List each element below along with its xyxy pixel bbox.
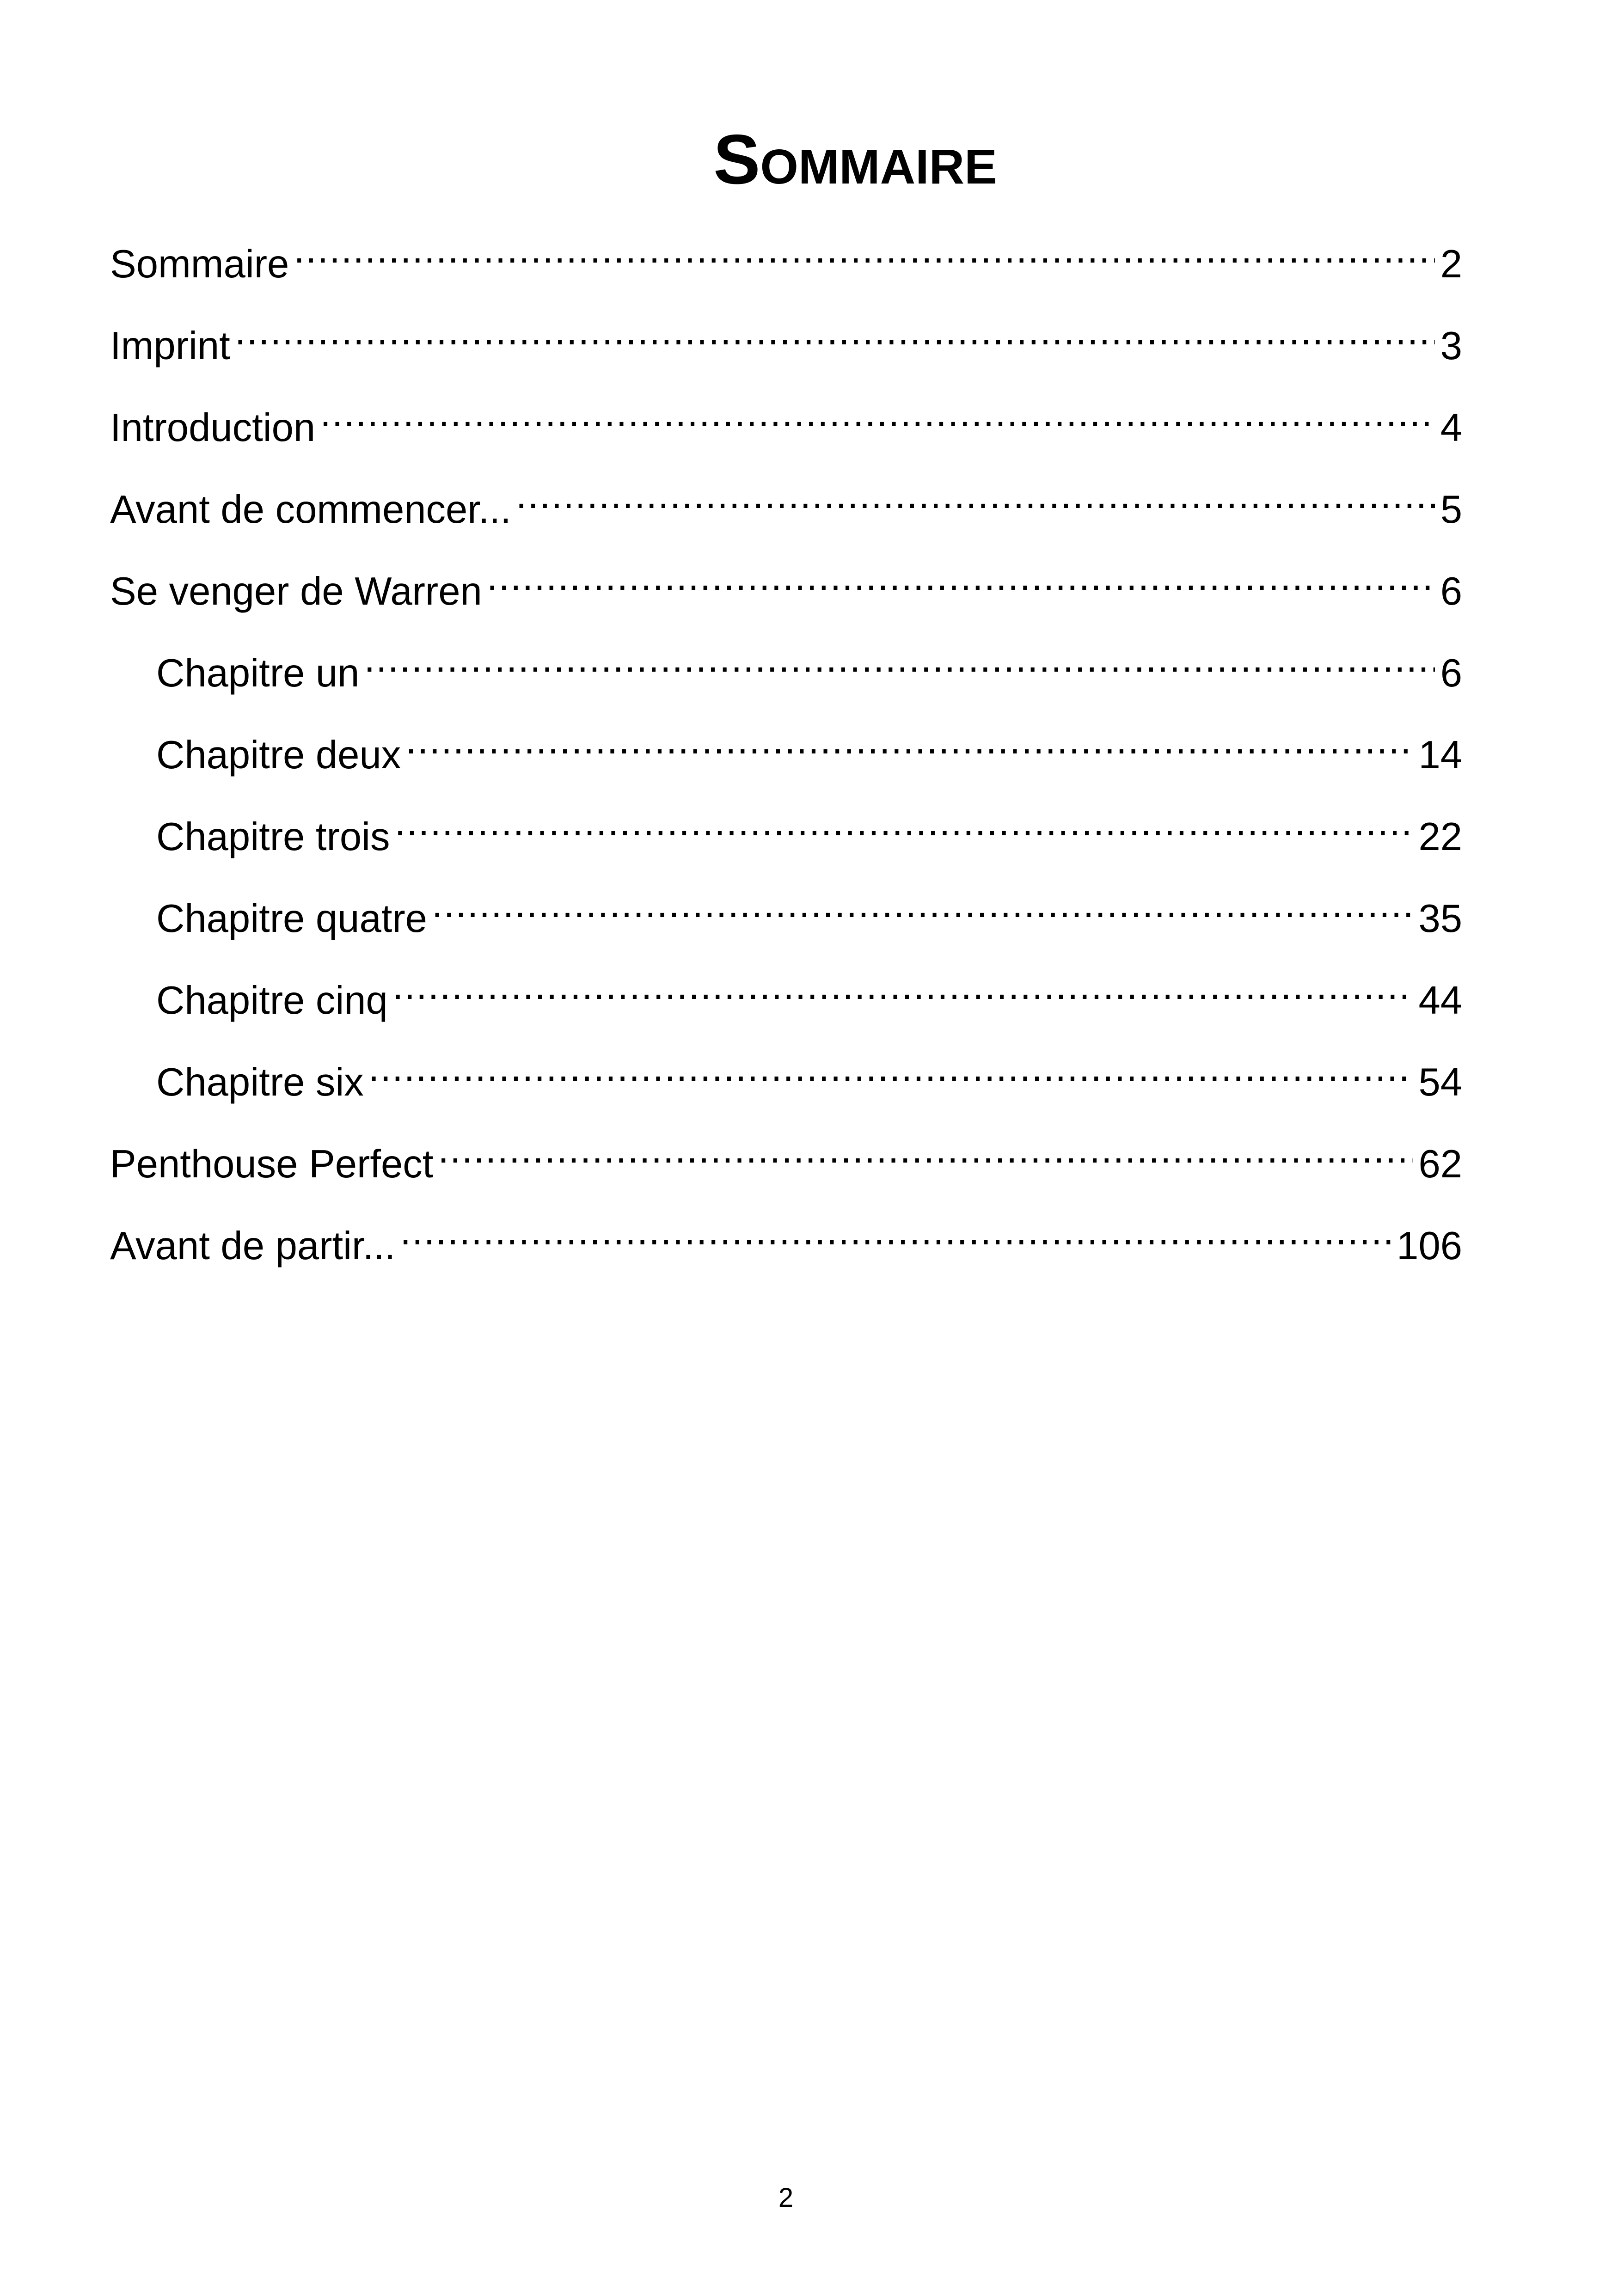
toc-leader (320, 381, 1435, 441)
toc-entry-page: 6 (1440, 569, 1462, 613)
toc-entry-page: 22 (1418, 815, 1462, 859)
toc-entry[interactable] (110, 463, 1462, 545)
toc-entry-label: Penthouse Perfect (110, 1142, 434, 1186)
table-of-contents (110, 217, 1462, 1281)
toc-entry[interactable] (110, 626, 1462, 708)
toc-entry-page: 44 (1418, 979, 1462, 1022)
toc-entry-label: Avant de commencer... (110, 488, 511, 532)
toc-entry[interactable] (110, 1199, 1462, 1281)
toc-leader (394, 790, 1413, 850)
toc-entry-label: Sommaire (110, 242, 289, 286)
toc-entry-label: Chapitre trois (156, 815, 390, 859)
toc-leader (438, 1117, 1413, 1177)
toc-entry-label: Introduction (110, 406, 316, 450)
toc-leader (405, 708, 1413, 768)
toc-entry-page: 62 (1418, 1142, 1462, 1186)
toc-leader (487, 545, 1435, 605)
toc-entry-label: Chapitre six (156, 1060, 364, 1104)
toc-entry-page: 6 (1440, 651, 1462, 695)
toc-entry[interactable] (110, 872, 1462, 954)
toc-entry[interactable] (110, 954, 1462, 1035)
toc-leader (432, 872, 1413, 932)
toc-leader (235, 299, 1435, 359)
toc-entry-label: Chapitre deux (156, 733, 401, 777)
toc-entry[interactable] (110, 217, 1462, 299)
toc-entry-label: Chapitre cinq (156, 979, 388, 1022)
toc-entry-page: 106 (1397, 1224, 1462, 1268)
toc-entry-page: 4 (1440, 406, 1462, 450)
toc-entry-page: 2 (1440, 242, 1462, 286)
toc-entry[interactable] (110, 1117, 1462, 1199)
toc-entry-label: Imprint (110, 324, 230, 368)
toc-entry[interactable] (110, 790, 1462, 872)
toc-leader (400, 1199, 1391, 1259)
toc-entry-label: Chapitre quatre (156, 897, 427, 941)
toc-leader (368, 1035, 1413, 1096)
toc-entry-label: Se venger de Warren (110, 569, 482, 613)
page-number: 2 (778, 2183, 794, 2213)
toc-entry-page: 54 (1418, 1060, 1462, 1104)
toc-entry-page: 5 (1440, 488, 1462, 532)
toc-leader (364, 626, 1434, 686)
toc-entry[interactable] (110, 1035, 1462, 1117)
page-title: Sommaire (713, 120, 997, 199)
toc-entry-label: Avant de partir... (110, 1224, 396, 1268)
toc-leader (392, 954, 1413, 1014)
toc-entry[interactable] (110, 299, 1462, 381)
toc-entry-page: 35 (1418, 897, 1462, 941)
toc-entry-label: Chapitre un (156, 651, 360, 695)
toc-entry[interactable] (110, 381, 1462, 463)
toc-leader (294, 217, 1434, 277)
toc-entry[interactable] (110, 545, 1462, 626)
toc-entry[interactable] (110, 708, 1462, 790)
toc-entry-page: 14 (1418, 733, 1462, 777)
toc-leader (516, 463, 1435, 523)
toc-entry-page: 3 (1440, 324, 1462, 368)
